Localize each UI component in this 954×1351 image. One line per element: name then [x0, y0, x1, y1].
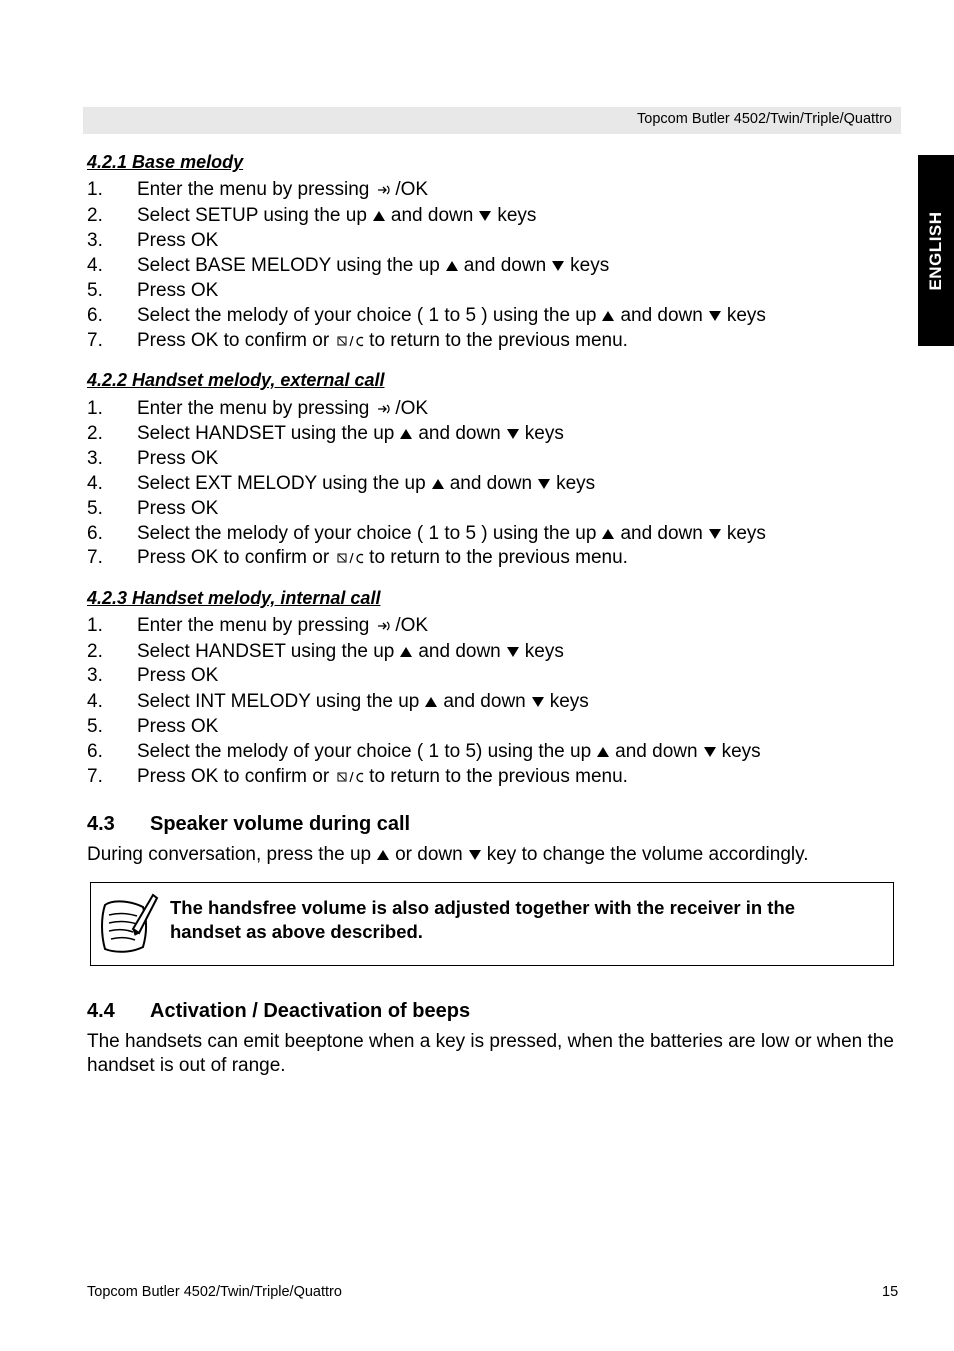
note-text: The handsfree volume is also adjusted together with the receiver in the handset as above described. — [170, 897, 796, 942]
down-arrow-icon — [709, 311, 721, 321]
footer-title: Topcom Butler 4502/Twin/Triple/Quattro — [87, 1284, 342, 1300]
note-box — [90, 882, 894, 966]
down-arrow-icon — [552, 261, 564, 271]
menu-key-icon — [377, 183, 391, 197]
down-arrow-icon — [532, 697, 544, 707]
up-arrow-icon — [602, 311, 614, 321]
up-arrow-icon — [425, 697, 437, 707]
down-arrow-icon — [709, 529, 721, 539]
up-arrow-icon — [377, 850, 389, 860]
menu-key-icon — [377, 402, 391, 416]
section-title-base-melody: 4.2.1 Base melody — [87, 152, 244, 172]
up-arrow-icon — [597, 747, 609, 757]
down-arrow-icon — [538, 479, 550, 489]
up-arrow-icon — [446, 261, 458, 271]
cancel-key-icon — [337, 334, 365, 348]
up-arrow-icon — [432, 479, 444, 489]
down-arrow-icon — [507, 429, 519, 439]
language-tab-label: ENGLISH — [926, 210, 945, 291]
speaker-volume-text: During conversation, press the up or down key to change the volume accordingly. — [87, 844, 809, 865]
up-arrow-icon — [373, 211, 385, 221]
menu-key-icon — [377, 619, 391, 633]
section-title-handset-melody-internal: 4.2.3 Handset melody, internal call — [87, 588, 381, 608]
beeps-text: The handsets can emit beeptone when a key is pressed, when the batteries are low or when the handset is out of range. — [87, 1031, 894, 1076]
cancel-key-icon — [337, 770, 365, 784]
up-arrow-icon — [400, 647, 412, 657]
header-title: Topcom Butler 4502/Twin/Triple/Quattro — [637, 111, 892, 127]
down-arrow-icon — [507, 647, 519, 657]
cancel-key-icon — [337, 551, 365, 565]
up-arrow-icon — [400, 429, 412, 439]
language-tab — [918, 155, 954, 346]
note-pencil-icon — [97, 891, 159, 957]
down-arrow-icon — [469, 850, 481, 860]
header-bar — [83, 107, 901, 134]
down-arrow-icon — [704, 747, 716, 757]
down-arrow-icon — [479, 211, 491, 221]
page-number: 15 — [882, 1284, 899, 1300]
section-title-handset-melody-external: 4.2.2 Handset melody, external call — [87, 370, 385, 390]
up-arrow-icon — [602, 529, 614, 539]
